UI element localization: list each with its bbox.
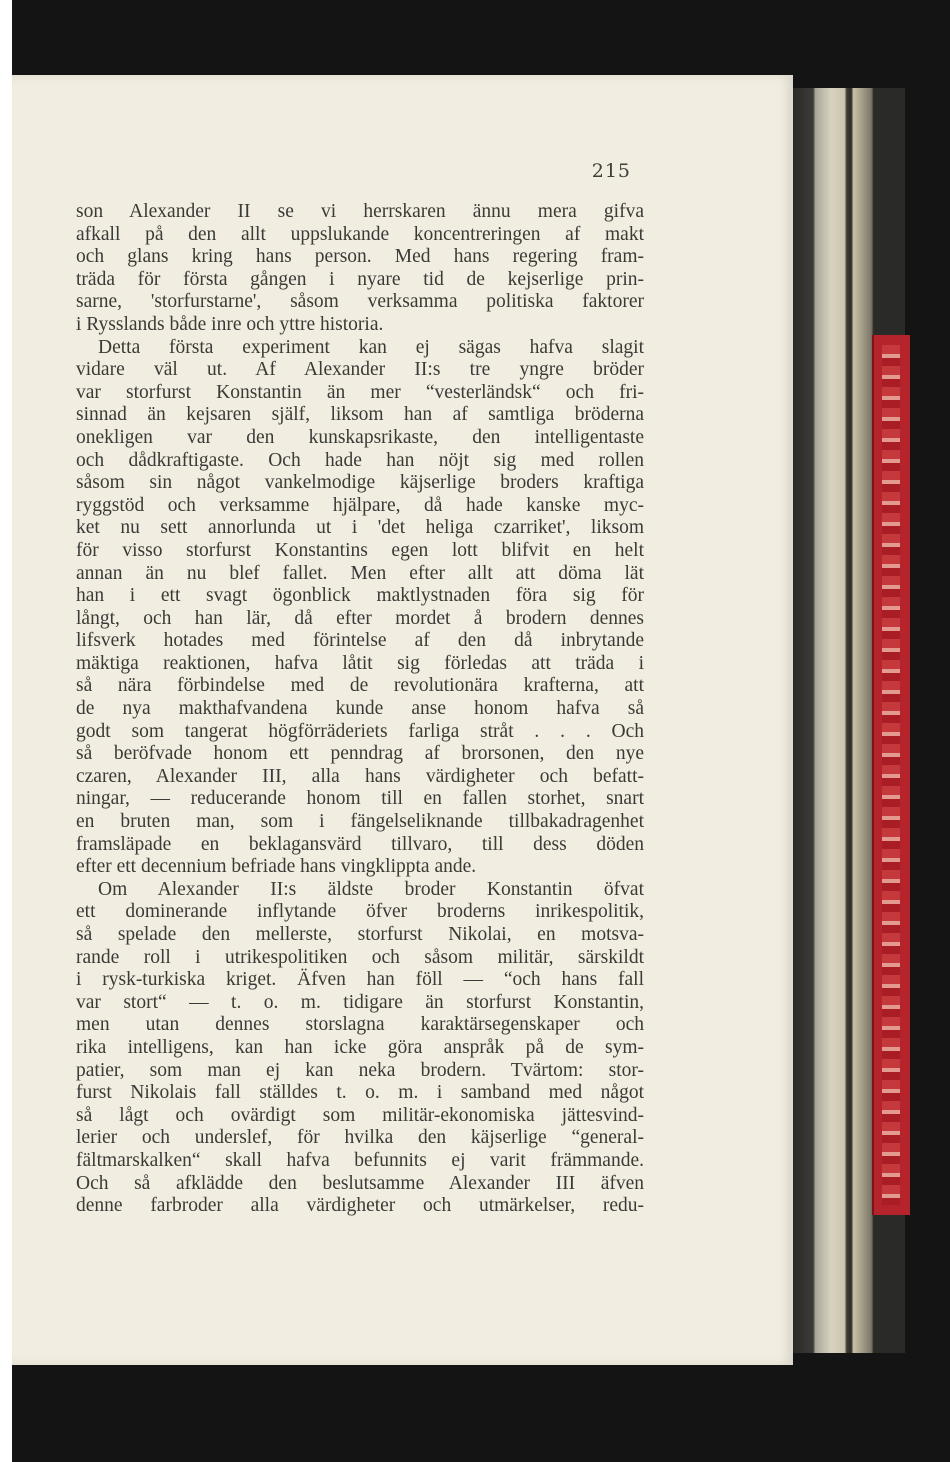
spine-decoration: [882, 345, 900, 1205]
text-line: var stort“ — t. o. m. tidigare än storfurst Konstantin,: [76, 991, 644, 1013]
text-line: men utan dennes storslagna karaktärsegenskaper och: [76, 1014, 644, 1036]
text-line: onekligen var den kunskapsrikaste, den intelligentaste: [76, 426, 644, 448]
text-line: så lågt och ovärdigt som militär-ekonomiska jättesvind-: [76, 1104, 644, 1126]
text-line: ryggstöd och verksamme hjälpare, då hade kanske myc-: [76, 494, 644, 516]
text-line: så spelade den mellerste, storfurst Nikolai, en motsva-: [76, 924, 644, 945]
text-line: ket nu sett annorlunda ut i 'det heliga czarriket', liksom: [76, 517, 644, 539]
text-line: lifsverk hotades med förintelse af den då inbrytande: [76, 630, 644, 652]
body-text: [76, 201, 644, 1218]
text-line: son Alexander II se vi herrskaren ännu mera gifva: [76, 201, 644, 222]
text-line: så nära förbindelse med de revolutionära krafterna, att: [76, 675, 644, 697]
text-line: sinnad än kejsaren själf, liksom han af samtliga bröderna: [76, 404, 644, 426]
text-line: annan än nu blef fallet. Men efter allt att döma lät: [76, 562, 644, 584]
text-line: Och så afklädde den beslutsamme Alexander III äfven: [76, 1172, 644, 1194]
text-line: en bruten man, som i fängelseliknande tillbakadragenhet: [76, 811, 644, 833]
text-line: och glans kring hans person. Med hans regering fram-: [76, 246, 644, 268]
text-line: var storfurst Konstantin än mer “vesterländsk“ och fri-: [76, 381, 644, 403]
text-line: så beröfvade honom ett penndrag af brorsonen, den nye: [76, 743, 644, 765]
text-line: ett dominerande inflytande öfver broderns inrikespolitik,: [76, 901, 644, 923]
text-line: han i ett svagt ögonblick maktlystnaden föra sig för: [76, 585, 644, 607]
text-line: såsom sin något vankelmodige käjserlige broders kraftiga: [76, 472, 644, 494]
text-line: för visso storfurst Konstantins egen lott blifvit en helt: [76, 539, 644, 561]
text-line: lerier och underslef, för hvilka den käjserlige “general-: [76, 1127, 644, 1149]
text-line: i Rysslands både inre och yttre historia.: [76, 313, 384, 335]
page-number: 215: [591, 160, 631, 182]
text-line: de nya makthafvandena kunde anse honom hafva så: [76, 698, 644, 720]
text-line: efter ett decennium befriade hans vingklippta ande.: [76, 856, 477, 878]
text-line: Detta första experiment kan ej sägas hafva slagit: [98, 336, 644, 358]
text-line: patier, som man ej kan neka brodern. Tvärtom: stor-: [76, 1059, 644, 1081]
text-line: sarne, 'storfurstarne', såsom verksamma politiska faktorer: [76, 291, 644, 313]
text-line: rande roll i utrikespolitiken och såsom militär, särskildt: [76, 946, 644, 968]
text-line: ningar, — reducerande honom till en fallen storhet, snart: [76, 788, 644, 810]
text-line: czaren, Alexander III, alla hans värdigheter och befatt-: [76, 765, 644, 787]
text-line: långt, och han lär, då efter mordet å brodern dennes: [76, 607, 644, 629]
text-line: träda för första gången i nyare tid de kejserlige prin-: [76, 268, 644, 290]
text-line: afkall på den allt uppslukande koncentreringen af makt: [76, 223, 644, 245]
text-line: framsläpade en beklagansvärd tillvaro, till dess döden: [76, 833, 644, 855]
text-line: vidare väl ut. Af Alexander II:s tre yngre bröder: [76, 359, 644, 381]
book-spine: [872, 335, 910, 1215]
text-line: fältmarskalken“ skall hafva befunnits ej varit främmande.: [76, 1149, 644, 1171]
text-line: denne farbroder alla värdigheter och utmärkelser, redu-: [76, 1195, 644, 1217]
text-line: och dådkraftigaste. Och hade han nöjt sig med rollen: [76, 449, 644, 471]
text-line: mäktiga reaktionen, hafva låtit sig förledas att träda i: [76, 652, 644, 674]
text-line: i rysk-turkiska kriget. Äfven han föll — “och hans fall: [76, 969, 644, 991]
text-line: furst Nikolais fall ställdes t. o. m. i samband med något: [76, 1082, 644, 1104]
text-line: Om Alexander II:s äldste broder Konstantin öfvat: [98, 878, 644, 900]
text-line: rika intelligens, kan han icke göra anspråk på de sym-: [76, 1036, 644, 1058]
text-line: godt som tangerat högförräderiets farliga stråt . . . Och: [76, 720, 644, 742]
